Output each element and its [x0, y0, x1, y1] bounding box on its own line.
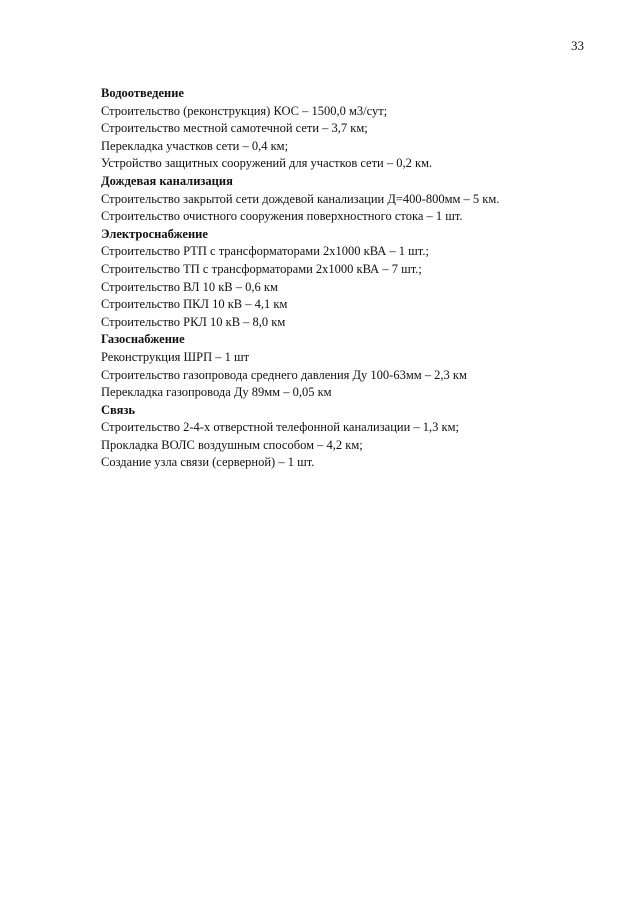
list-item: Строительство местной самотечной сети – 3,7 км;	[101, 121, 368, 136]
list-item: Реконструкция ШРП – 1 шт	[101, 349, 250, 364]
section-communications	[101, 402, 601, 472]
section-water-disposal	[101, 85, 601, 173]
list-item: Строительство газопровода среднего давления Ду 100-63мм – 2,3 км	[101, 367, 467, 382]
document-body	[101, 85, 601, 472]
list-item: Строительство закрытой сети дождевой канализации Д=400-800мм – 5 км.	[101, 191, 500, 206]
list-item: Устройство защитных сооружений для участков сети – 0,2 км.	[101, 156, 433, 171]
section-power-supply	[101, 226, 601, 332]
page-number: 33	[571, 38, 584, 53]
list-item: Строительство ПКЛ 10 кВ – 4,1 км	[101, 297, 288, 312]
section-title: Водоотведение	[101, 86, 184, 100]
list-item: Перекладка газопровода Ду 89мм – 0,05 км	[101, 385, 332, 400]
section-gas-supply	[101, 331, 601, 401]
list-item: Создание узла связи (серверной) – 1 шт.	[101, 455, 315, 470]
list-item: Строительство очистного сооружения поверхностного стока – 1 шт.	[101, 209, 463, 224]
list-item: Перекладка участков сети – 0,4 км;	[101, 138, 289, 153]
section-storm-sewer	[101, 173, 601, 226]
section-title: Электроснабжение	[101, 226, 208, 241]
list-item: Строительство ТП с трансформаторами 2х1000 кВА – 7 шт.;	[101, 261, 422, 276]
section-title: Газоснабжение	[101, 332, 185, 347]
list-item: Строительство 2-4-х отверстной телефонной канализации – 1,3 км;	[101, 420, 459, 435]
list-item: Строительство РТП с трансформаторами 2х1000 кВА – 1 шт.;	[101, 244, 429, 259]
section-title: Связь	[101, 402, 136, 417]
list-item: Прокладка ВОЛС воздушным способом – 4,2 км;	[101, 437, 363, 452]
list-item: Строительство ВЛ 10 кВ – 0,6 км	[101, 279, 278, 294]
list-item: Строительство (реконструкция) КОС – 1500,0 м3/сут;	[101, 103, 388, 118]
list-item: Строительство РКЛ 10 кВ – 8,0 км	[101, 314, 286, 329]
section-title: Дождевая канализация	[101, 173, 233, 188]
